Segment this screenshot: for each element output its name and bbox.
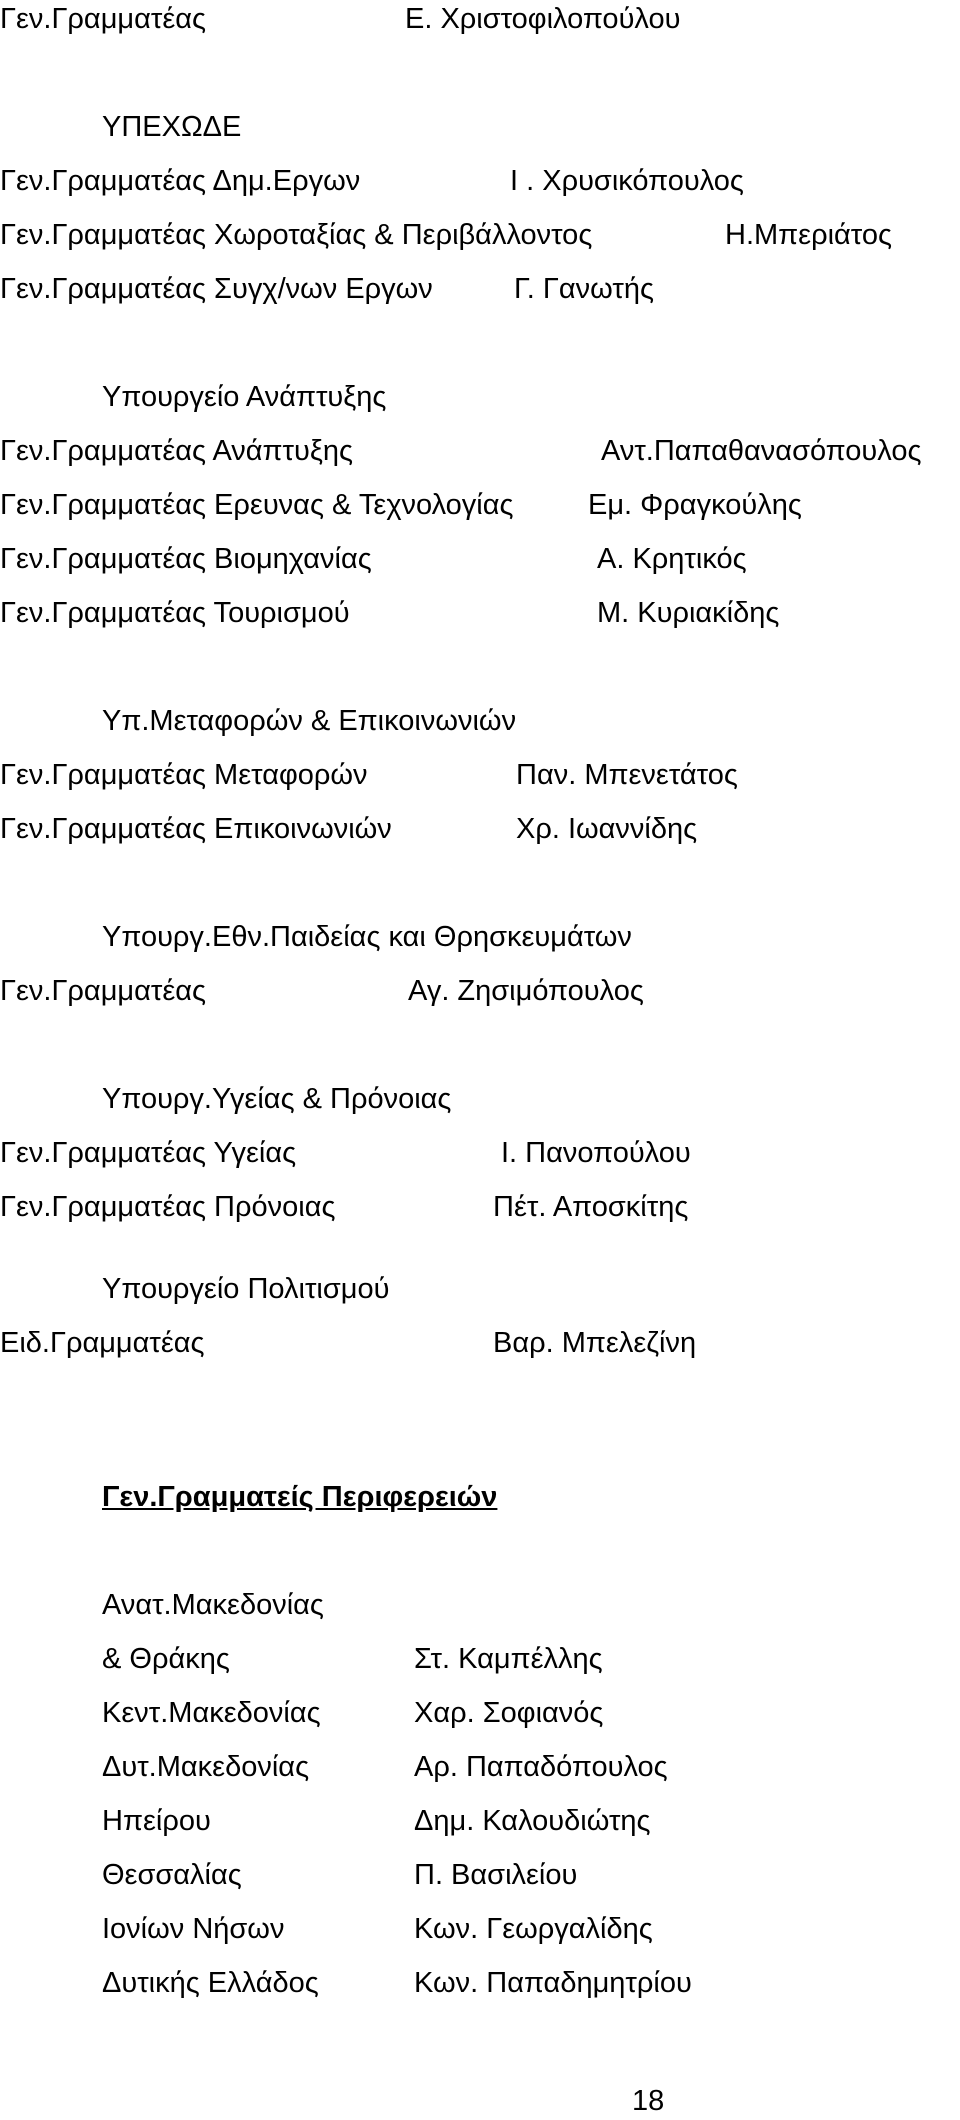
ministry-heading-transport: Υπ.Μεταφορών & Επικοινωνιών — [102, 705, 517, 737]
region-item-0-name: Στ. Καμπέλλης — [414, 1643, 603, 1675]
region-item-3-region: Ηπείρου — [102, 1805, 211, 1837]
line-4-title: Γεν.Γραμματέας Συγχ/νων Εργων — [0, 273, 433, 305]
line-9-title: Γεν.Γραμματέας Τουρισμού — [0, 597, 350, 629]
ministry-heading-culture: Υπουργείο Πολιτισμού — [102, 1273, 390, 1305]
line-7-title: Γεν.Γραμματέας Ερευνας & Τεχνολογίας — [0, 489, 514, 521]
region-item-5-name: Κων. Γεωργαλίδης — [414, 1913, 653, 1945]
regions-heading: Γεν.Γραμματείς Περιφερειών — [102, 1481, 498, 1513]
line-19-title: Ειδ.Γραμματέας — [0, 1327, 205, 1359]
line-0-title: Γεν.Γραμματέας — [0, 3, 207, 35]
line-11-name: Παν. Μπενετάτος — [516, 759, 738, 791]
region-item-4-name: Π. Βασιλείου — [414, 1859, 578, 1891]
line-2-title: Γεν.Γραμματέας Δημ.Εργων — [0, 165, 361, 197]
region-item-5-region: Ιονίων Νήσων — [102, 1913, 285, 1945]
line-11-title: Γεν.Γραμματέας Μεταφορών — [0, 759, 368, 791]
region-item-3-name: Δημ. Καλουδιώτης — [414, 1805, 651, 1837]
line-17-title: Γεν.Γραμματέας Πρόνοιας — [0, 1191, 336, 1223]
ministry-heading-development: Υπουργείο Ανάπτυξης — [102, 381, 387, 413]
region-item-4-region: Θεσσαλίας — [102, 1859, 242, 1891]
line-16-name: Ι. Πανοπούλου — [501, 1137, 691, 1169]
line-6-name: Αντ.Παπαθανασόπουλος — [601, 435, 922, 467]
line-14-title: Γεν.Γραμματέας — [0, 975, 207, 1007]
line-9-name: Μ. Κυριακίδης — [597, 597, 780, 629]
region-item-0-region: & Θράκης — [102, 1643, 230, 1675]
line-3-title: Γεν.Γραμματέας Χωροταξίας & Περιβάλλοντος — [0, 219, 593, 251]
line-7-name: Εμ. Φραγκούλης — [588, 489, 802, 521]
region-item-6-name: Κων. Παπαδημητρίου — [414, 1967, 692, 1999]
line-0-name: Ε. Χριστοφιλοπούλου — [405, 3, 681, 35]
region-item-1-region: Κεντ.Μακεδονίας — [102, 1697, 321, 1729]
ministry-heading-yperxode: ΥΠΕΧΩΔΕ — [102, 111, 242, 143]
region-item-6-region: Δυτικής Ελλάδος — [102, 1967, 319, 1999]
line-17-name: Πέτ. Αποσκίτης — [493, 1191, 689, 1223]
line-12-name: Χρ. Ιωαννίδης — [516, 813, 698, 845]
line-2-name: Ι . Χρυσικόπουλος — [510, 165, 744, 197]
region-item-1-name: Χαρ. Σοφιανός — [414, 1697, 604, 1729]
line-6-title: Γεν.Γραμματέας Ανάπτυξης — [0, 435, 353, 467]
region-first-line: Ανατ.Μακεδονίας — [102, 1589, 324, 1621]
page-number: 18 — [632, 2085, 665, 2117]
line-14-name: Αγ. Ζησιμόπουλος — [408, 975, 644, 1007]
line-19-name: Βαρ. Μπελεζίνη — [493, 1327, 697, 1359]
ministry-heading-education: Υπουργ.Εθν.Παιδείας και Θρησκευμάτων — [102, 921, 632, 953]
line-8-title: Γεν.Γραμματέας Βιομηχανίας — [0, 543, 372, 575]
line-3-name: Η.Μπεριάτος — [725, 219, 892, 251]
region-item-2-name: Αρ. Παπαδόπουλος — [414, 1751, 668, 1783]
region-item-2-region: Δυτ.Μακεδονίας — [102, 1751, 310, 1783]
line-4-name: Γ. Γανωτής — [514, 273, 654, 305]
line-12-title: Γεν.Γραμματέας Επικοινωνιών — [0, 813, 392, 845]
ministry-heading-health: Υπουργ.Υγείας & Πρόνοιας — [102, 1083, 452, 1115]
line-8-name: Α. Κρητικός — [597, 543, 747, 575]
line-16-title: Γεν.Γραμματέας Υγείας — [0, 1137, 297, 1169]
